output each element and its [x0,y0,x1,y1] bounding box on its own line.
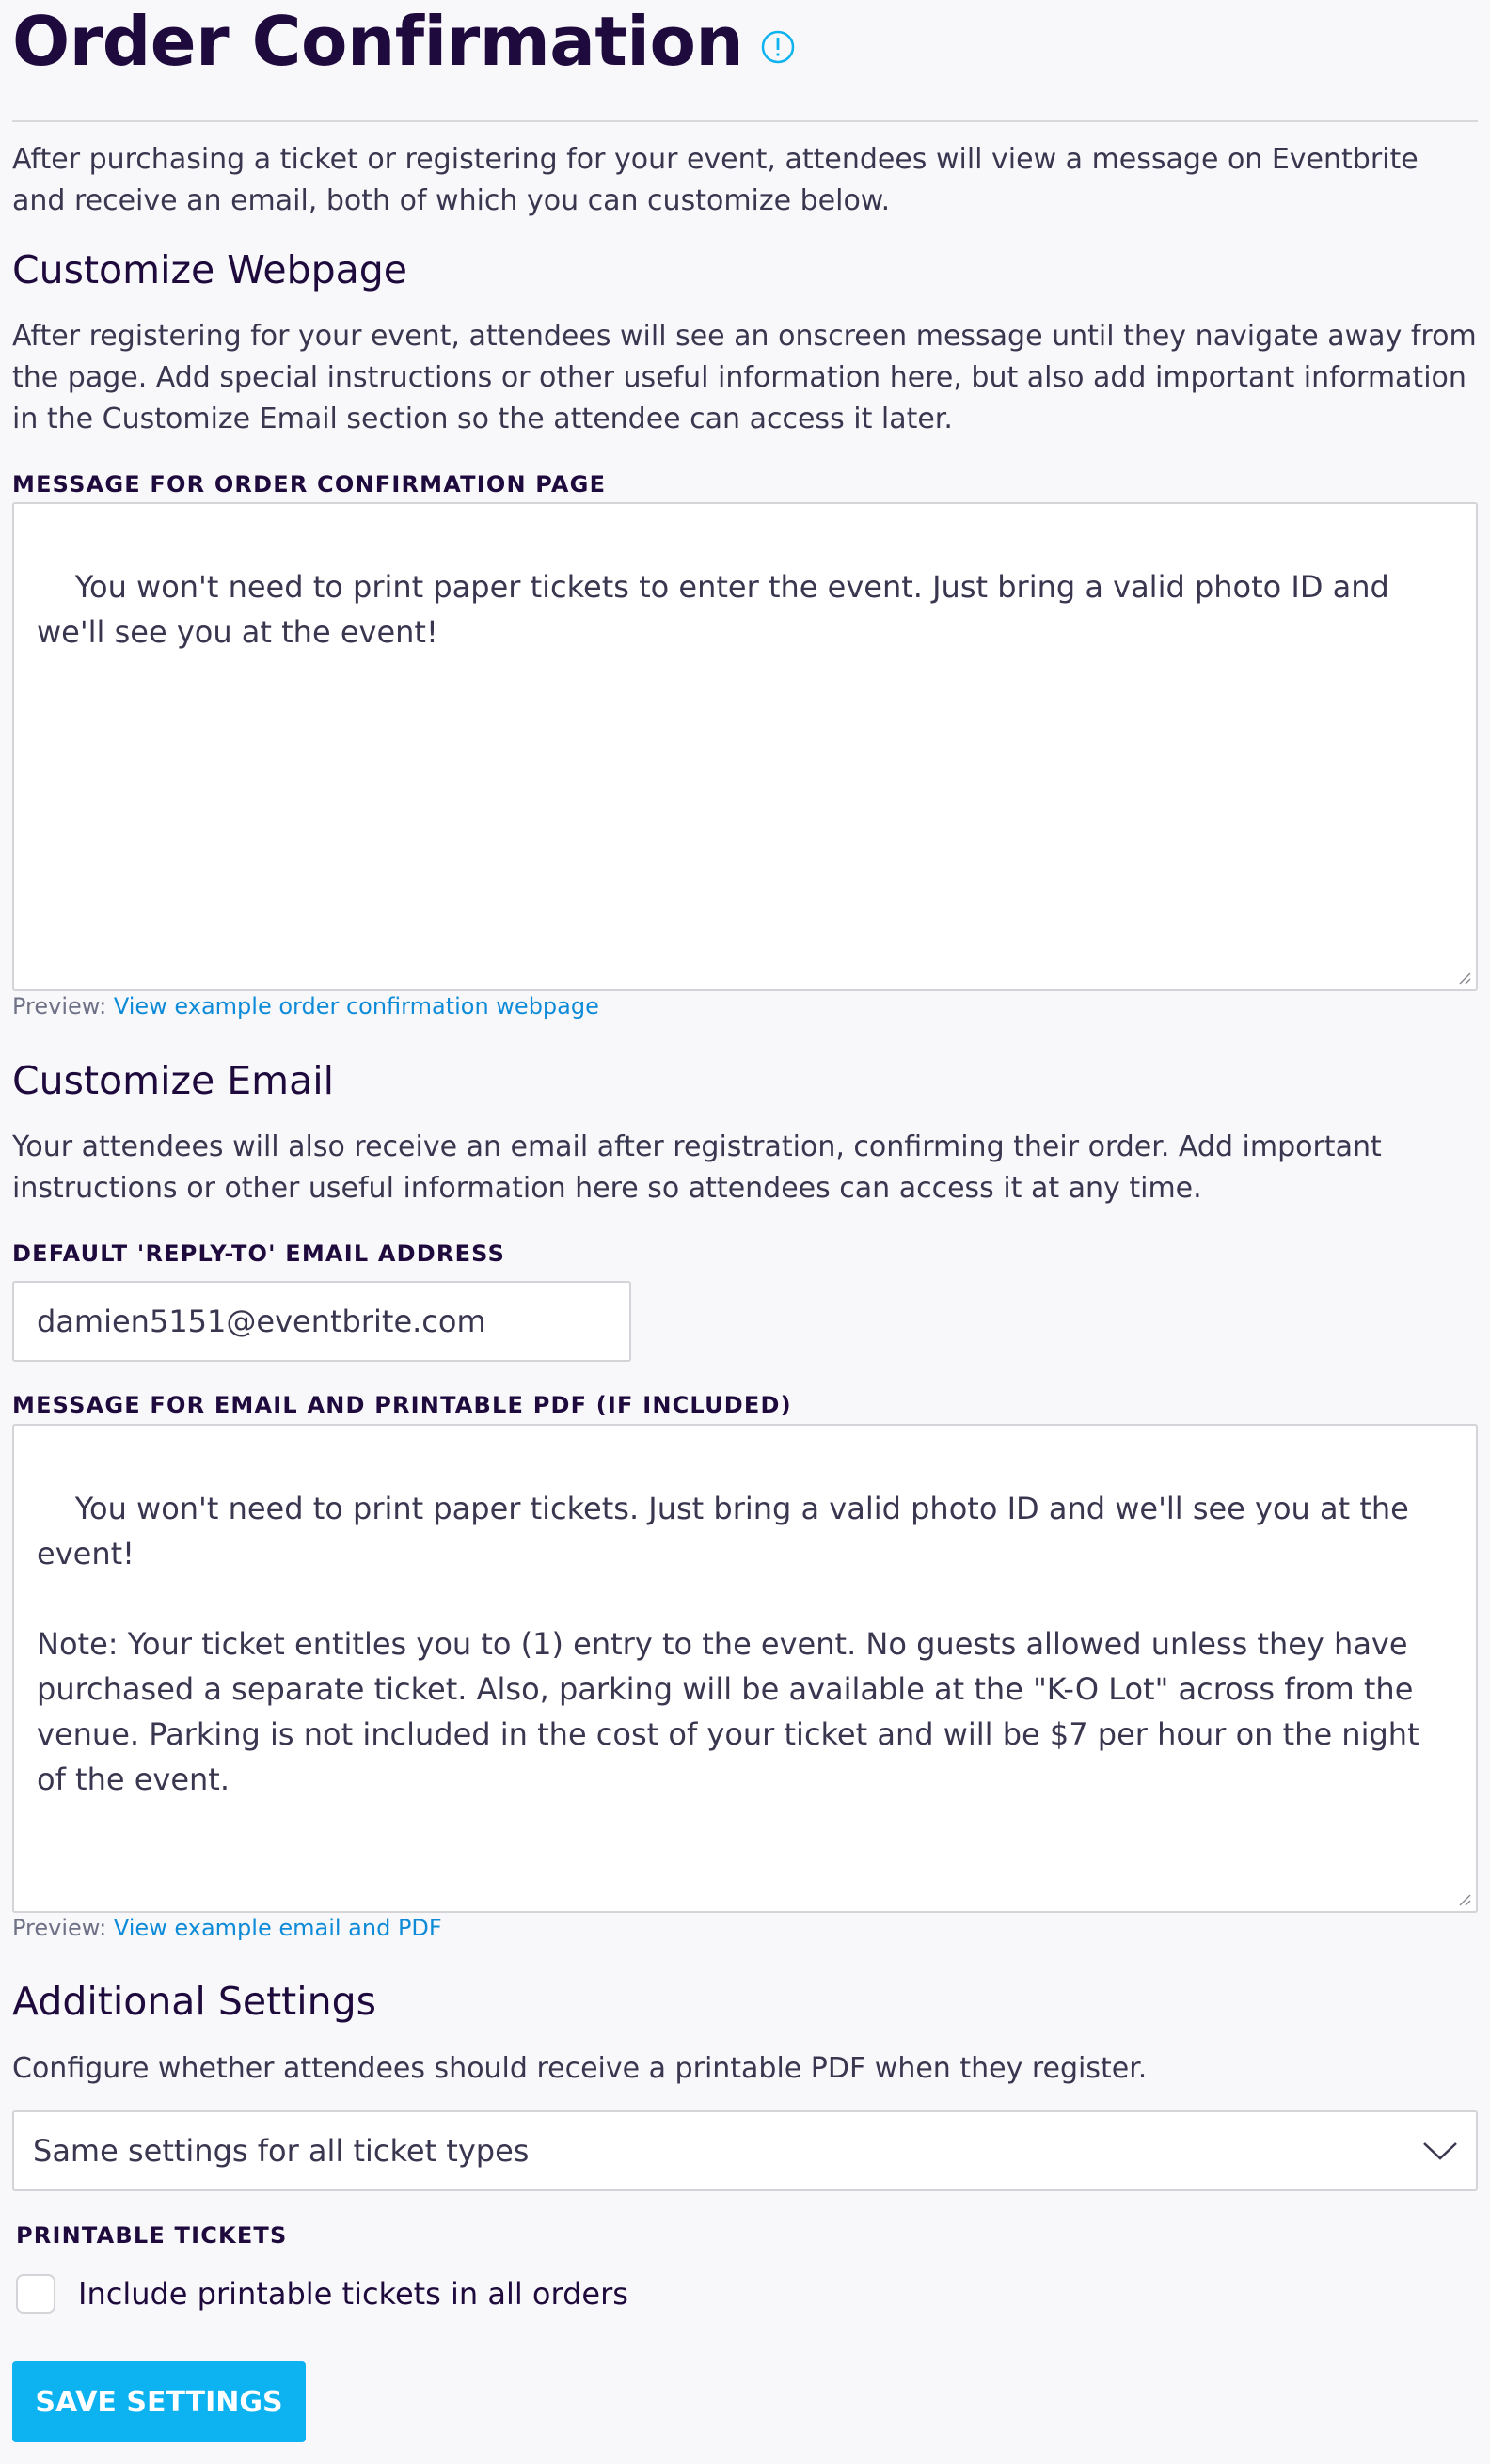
reply-to-email-value: damien5151@eventbrite.com [37,1303,486,1339]
email-preview-link[interactable]: View example email and PDF [113,1915,442,1941]
title-row [12,0,796,83]
additional-description: Configure whether attendees should receive a printable PDF when they register. [12,2052,1148,2085]
webpage-preview-prefix: Preview: [12,993,114,1019]
email-preview-prefix: Preview: [12,1915,114,1941]
webpage-heading: Customize Webpage [12,247,408,292]
ticket-settings-select[interactable] [12,2110,1478,2191]
printable-tickets-checkbox-label[interactable]: Include printable tickets in all orders [78,2276,628,2312]
info-icon[interactable] [760,29,796,65]
email-heading: Customize Email [12,1058,334,1103]
page-title: Order Confirmation [12,2,744,81]
printable-tickets-checkbox[interactable] [16,2274,55,2314]
title-divider [12,120,1478,122]
printable-tickets-label: PRINTABLE TICKETS [16,2222,288,2249]
webpage-message-textarea[interactable] [12,502,1478,991]
reply-to-email-input[interactable] [12,1281,631,1362]
webpage-preview [12,991,599,1021]
webpage-preview-link[interactable]: View example order confirmation webpage [113,993,599,1019]
webpage-description: After registering for your event, attendees will see an onscreen message until they navigate away from the page. Add special instructions or other useful information here, but also add important information in the Customize Email section so the attendee can access it later. [12,320,1477,435]
ticket-settings-value: Same settings for all ticket types [33,2133,530,2169]
additional-heading: Additional Settings [12,1979,377,2024]
webpage-message-label: MESSAGE FOR ORDER CONFIRMATION PAGE [12,471,607,498]
webpage-message-text: You won't need to print paper tickets to enter the event. Just bring a valid photo ID and we'll see you at the event! [37,569,1400,650]
save-settings-button[interactable]: SAVE SETTINGS [12,2361,306,2442]
printable-tickets-checkbox-row[interactable] [12,2274,628,2314]
chevron-down-icon [1421,2140,1459,2162]
reply-to-label: DEFAULT 'REPLY-TO' EMAIL ADDRESS [12,1240,506,1267]
email-message-text: You won't need to print paper tickets. Just bring a valid photo ID and we'll see you at the event! Note: Your ticket entitles you to (1) entry to the event. No guests allowed unless they have purchased a separate ticket. Also, parking will be available at the "K-O Lot" across from the venue. Parking is not included in the cost of your ticket and will be $7 per hour on the night of the event. [37,1491,1419,1797]
resize-grip-icon[interactable] [1457,1892,1472,1907]
intro-text: After purchasing a ticket or registering for your event, attendees will view a message on Eventbrite and receive an email, both of which you can customize below. [12,143,1419,217]
email-message-label: MESSAGE FOR EMAIL AND PRINTABLE PDF (IF INCLUDED) [12,1392,792,1418]
email-description: Your attendees will also receive an email after registration, confirming their order. Add important instructions or other useful information here so attendees can access it at any time. [12,1130,1382,1205]
resize-grip-icon[interactable] [1457,971,1472,986]
email-message-textarea[interactable] [12,1424,1478,1913]
email-preview [12,1913,442,1943]
